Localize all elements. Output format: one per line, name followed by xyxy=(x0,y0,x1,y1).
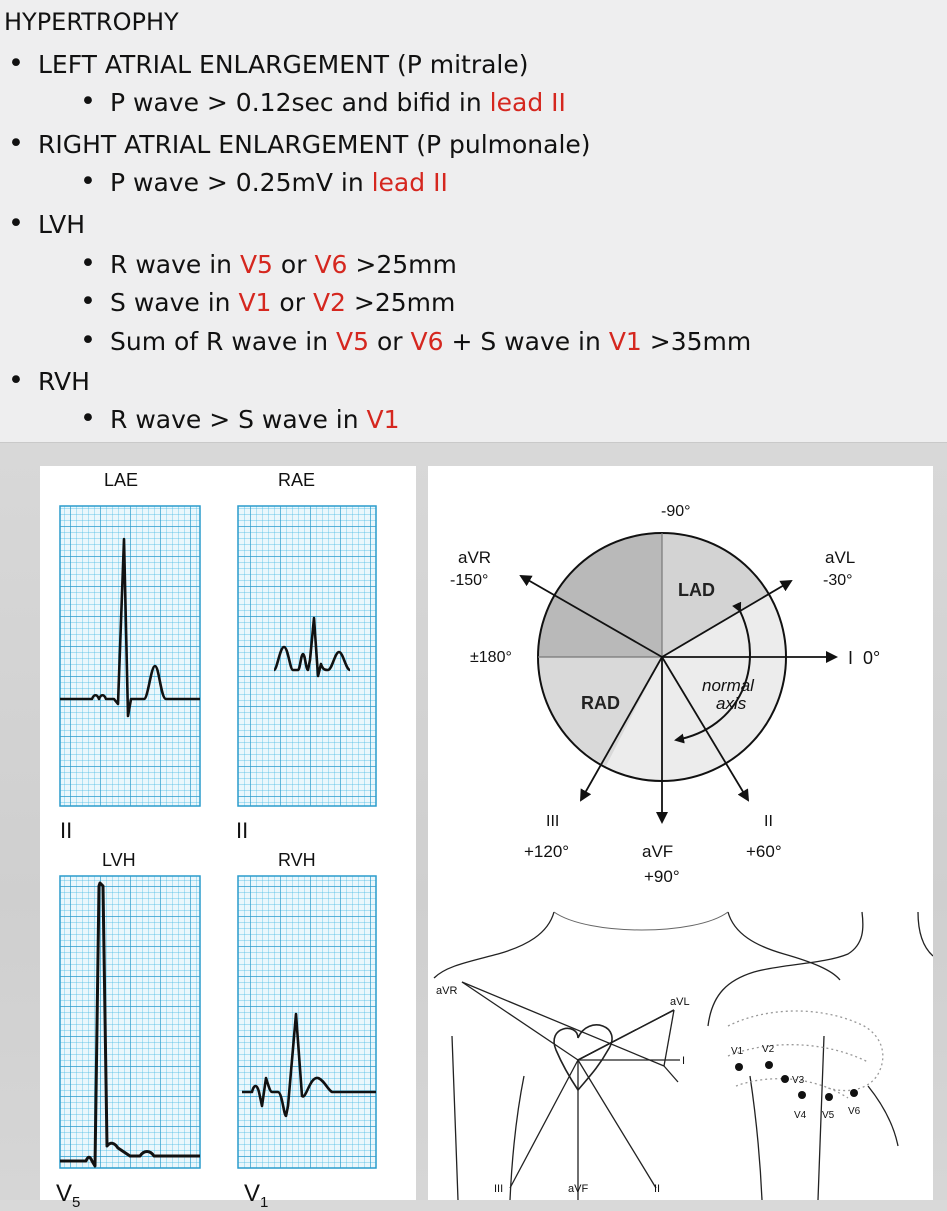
avl-limb-line-a xyxy=(664,1010,674,1066)
criteria-fragment: + S wave in xyxy=(443,327,609,356)
label-minus90: -90° xyxy=(661,503,691,520)
body-label-v6: V6 xyxy=(848,1106,861,1117)
criteria-text xyxy=(38,367,90,396)
lead-highlight: V6 xyxy=(410,327,444,356)
lead-highlight: V1 xyxy=(608,327,642,356)
bullet-icon: • xyxy=(8,365,24,396)
criteria-text xyxy=(110,88,566,117)
body-label-iii: III xyxy=(494,1183,504,1195)
lead-highlight: V6 xyxy=(314,250,348,279)
ecg-grid-rvh xyxy=(238,876,376,1168)
avr-limb-line xyxy=(462,982,664,1066)
electrode-v4 xyxy=(798,1091,806,1099)
strip-lead-rae: II xyxy=(236,818,249,843)
criteria-fragment: >35mm xyxy=(641,327,752,356)
electrode-v3 xyxy=(781,1075,789,1083)
body-label-avf: aVF xyxy=(568,1183,589,1195)
label-rad: RAD xyxy=(581,693,620,713)
lead-highlight: V5 xyxy=(336,327,370,356)
criteria-text xyxy=(38,210,85,239)
ecg-grid-lvh xyxy=(60,876,200,1168)
bullet-icon: • xyxy=(80,86,96,117)
electrode-v6 xyxy=(850,1089,858,1097)
label-lad: LAD xyxy=(678,580,715,600)
bullet-icon: • xyxy=(80,248,96,279)
chest-diagram xyxy=(708,912,933,1146)
ecg-grid-lae xyxy=(60,506,200,806)
criteria-fragment: R wave in xyxy=(110,250,240,279)
label-ii-deg: +60° xyxy=(746,842,782,861)
lead-highlight: V1 xyxy=(366,405,400,434)
criteria-text xyxy=(38,130,591,159)
label-normal: normal xyxy=(702,676,754,695)
body-label-i: I xyxy=(682,1055,686,1067)
label-avr-deg: -150° xyxy=(450,572,489,589)
strip-title-lae: LAE xyxy=(104,470,139,490)
body-label-v2: V2 xyxy=(762,1044,775,1055)
criteria-fragment: or xyxy=(369,327,411,356)
body-label-v4: V4 xyxy=(794,1110,807,1121)
bullet-icon: • xyxy=(80,166,96,197)
lead-highlight: V5 xyxy=(239,250,273,279)
label-iii-deg: +120° xyxy=(524,842,570,861)
strip-title-rvh: RVH xyxy=(278,850,316,870)
heading: HYPERTROPHY xyxy=(4,8,179,36)
lead-highlight: lead II xyxy=(489,88,566,117)
label-avf-deg: +90° xyxy=(644,867,680,886)
strip-lead-lvh: $V_5$ xyxy=(56,1180,81,1211)
criteria-text xyxy=(110,250,457,279)
body-label-avr: aVR xyxy=(436,985,458,997)
criteria-fragment: LVH xyxy=(38,210,86,239)
body-label-v5: V5 xyxy=(822,1110,835,1121)
criteria-fragment: S wave in xyxy=(110,288,239,317)
criteria-text xyxy=(110,168,448,197)
label-180: ±180° xyxy=(470,649,512,666)
strip-title-rae: RAE xyxy=(278,470,316,490)
criteria-fragment: Sum of R wave in xyxy=(110,327,337,356)
strip-title-lvh: LVH xyxy=(102,850,136,870)
criteria-text xyxy=(110,288,455,317)
label-avf: aVF xyxy=(642,842,674,861)
body-label-v1: V1 xyxy=(731,1046,744,1057)
criteria-fragment: RIGHT ATRIAL ENLARGEMENT (P pulmonale) xyxy=(38,130,591,159)
label-axis: axis xyxy=(716,694,747,713)
criteria-fragment: LEFT ATRIAL ENLARGEMENT (P mitrale) xyxy=(38,50,529,79)
label-avr: aVR xyxy=(458,548,492,567)
torso-diagram xyxy=(434,912,840,1200)
body-label-v3: V3 xyxy=(792,1075,805,1086)
lead-highlight: lead II xyxy=(371,168,448,197)
bullet-icon: • xyxy=(80,325,96,356)
label-iii: III xyxy=(546,813,560,830)
criteria-fragment: P wave > 0.25mV in xyxy=(110,168,372,197)
criteria-fragment: or xyxy=(271,288,313,317)
extreme-axis-sector xyxy=(538,533,662,657)
axis-wheel-svg xyxy=(428,466,933,1200)
label-lead-i: I 0° xyxy=(848,648,881,668)
ecg-panel xyxy=(40,466,416,1211)
strip-lead-lae: II xyxy=(60,818,73,843)
criteria-text xyxy=(110,327,751,356)
label-avl-deg: -30° xyxy=(823,572,853,589)
body-label-avl: aVL xyxy=(670,996,690,1008)
bullet-icon: • xyxy=(80,286,96,317)
criteria-fragment: >25mm xyxy=(347,250,457,279)
criteria-fragment: RVH xyxy=(38,367,90,396)
bullet-icon: • xyxy=(80,403,96,434)
lead-highlight: V1 xyxy=(238,288,272,317)
electrode-v2 xyxy=(765,1061,773,1069)
criteria-fragment: P wave > 0.12sec and bifid in xyxy=(110,88,490,117)
body-label-ii: II xyxy=(654,1183,661,1195)
strip-lead-rvh: $V_1$ xyxy=(244,1180,269,1211)
lead-iii-limb-line xyxy=(510,1060,578,1188)
criteria-text xyxy=(110,405,400,434)
figure-area xyxy=(0,443,947,1211)
ecg-strips-svg xyxy=(40,466,416,1200)
lead-ii-limb-line xyxy=(578,1060,656,1188)
electrode-v1 xyxy=(735,1063,743,1071)
bullet-icon: • xyxy=(8,128,24,159)
label-avl: aVL xyxy=(825,548,856,567)
bullet-icon: • xyxy=(8,48,24,79)
electrode-v5 xyxy=(825,1093,833,1101)
criteria-fragment: or xyxy=(272,250,315,279)
label-ii: II xyxy=(764,813,773,830)
criteria-fragment: R wave > S wave in xyxy=(110,405,367,434)
ecg-grid-rae xyxy=(238,506,376,806)
criteria-fragment: >25mm xyxy=(345,288,456,317)
axis-panel xyxy=(428,466,933,1200)
lead-highlight: V2 xyxy=(312,288,346,317)
bullet-icon: • xyxy=(8,208,24,239)
criteria-text xyxy=(38,50,529,79)
criteria-panel xyxy=(0,0,947,443)
